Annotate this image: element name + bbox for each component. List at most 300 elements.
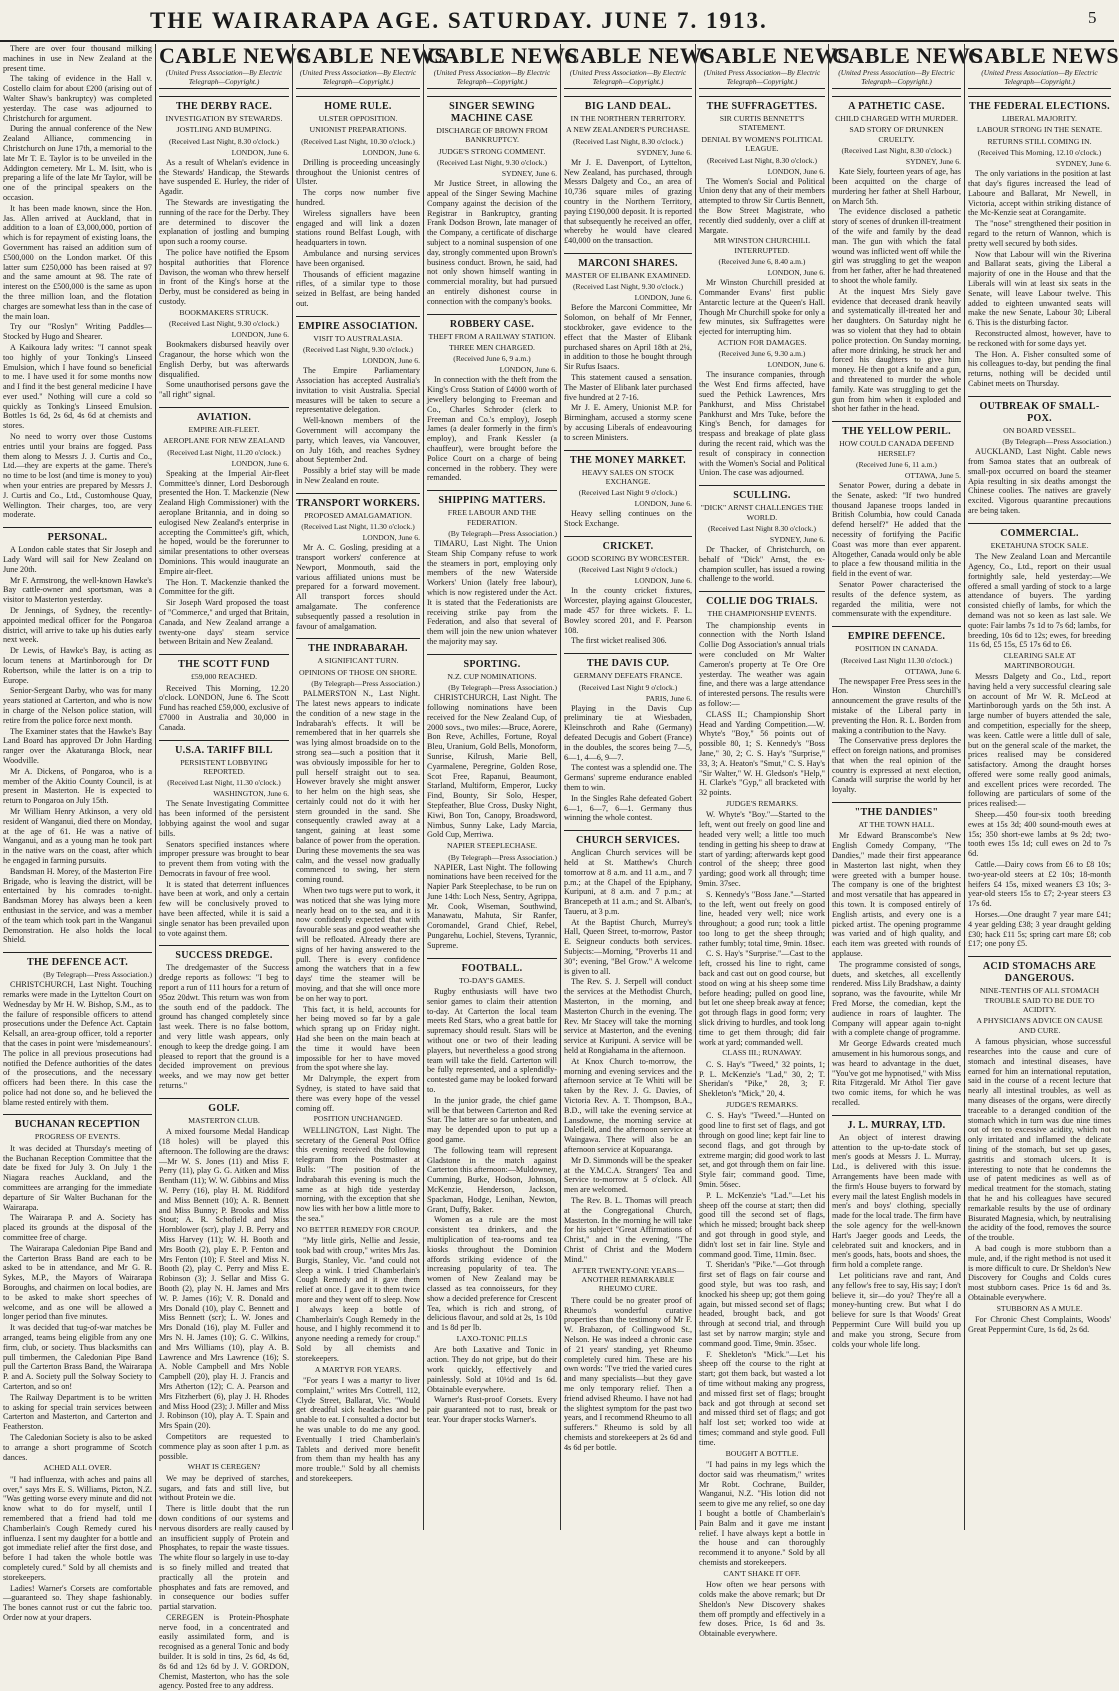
cable-news-credit: (United Press Association—By Electric Telegraph—Copyright.) xyxy=(968,69,1111,89)
article-subheading: EKETAHUNA STOCK SALE. xyxy=(990,540,1089,550)
dateline: LONDON, June 6. xyxy=(767,268,825,278)
article-subheading: LIBERAL MAJORITY. xyxy=(1002,114,1077,123)
article-subheading: THE CHAMPIONSHIP EVENTS. xyxy=(707,609,817,619)
newspaper-title: THE WAIRARAPA AGE. SATURDAY. JUNE 7. 1913. xyxy=(150,8,768,33)
dateline: LONDON, June 6. xyxy=(231,330,289,340)
article-subheading: LAXO-TONIC PILLS xyxy=(456,1333,528,1343)
article-paragraph: Now that Labour will win the Riverina and Ballarat seats, giving the Liberal a majority of one in the House and that the Liberals will win at least six seats in the Senate, will leave Labour twelve. This added to eighteen unwanted seats will make the new Senate, Labour 30; Liberal 6. This is the disturbing factor. xyxy=(968,249,1111,328)
received-line: (Received Last Night, 11.30 o'clock.) xyxy=(167,778,281,788)
dateline: LONDON, June 6. xyxy=(634,293,692,303)
article-paragraph: The Rev. B. L. Thomas will preach at the Congregational Church, Masterton. In the morning he will take for his subject "Great Affirmations of Christ," and in the evening, "The Christ of Christ and the Modern Mind." xyxy=(564,1196,692,1264)
article-paragraph: Try our "Roslyn" Writing Paddles—Stocked by Hugo and Shearer. xyxy=(3,322,152,342)
dateline: (By Telegraph—Press Association.) xyxy=(43,970,152,980)
article-paragraph: An object of interest drawing attention to the up-to-date stock of men's goods at Messrs J. L. Murray, Ltd., is delivered with this issue. Arrangements have been made with the firm's House buyers to forward by every mail the latest English models in men's and boys' clothing, specially made for the local trade. The firm have the sole agency for the well-known Hart's Jaeger goods and Leeds, the celebrated suit and knockers, and in men's goods, hats, boots and shoes, the firm hold a complete range. xyxy=(832,1132,961,1270)
received-line: (Received June 6, 11 a.m.) xyxy=(856,459,937,469)
cable-news-credit: (United Press Association—By Electric Telegraph—Copyright.) xyxy=(564,69,692,89)
article-paragraph: Messrs Dalgety and Co., Ltd., report having held a very successful clearing sale on account of Mr W. R. McLeod at Martinborough yards on the 5th inst. A large number of buyers attended the sale, and competition, especially for the sheep, was keen. Cattle were a little dull of sale, but on the general scale of the market, the prices realised may be considered satisfactory. Among the draught horses offered were some really good animals, and excellent prices were recorded. The following are particulars of some of the prices realised:— xyxy=(968,671,1111,809)
article-headline: THE INDRABARAH. xyxy=(296,638,420,655)
article-subheading: UNIONIST PREPARATIONS. xyxy=(309,125,407,135)
article-paragraph: A famous physician, whose successful researches into the cause and cure of stomach and intestinal diseases, have earned for him an international reputation, said in the course of a recent lecture that nearly all intestinal troubles, as well as many diseases of the organs, were directly traceable to a deranged condition of the stomach which in turn was due nine times out of ten to excessive acidity, which not only irritated and inflamed the delicate lining of the stomach, but set up gases, gastritis and stomach ulcers. It is interesting to note that he condemns the use of patent medicines as well as of medical treatment for the stomach, stating that he and his colleagues have secured remarkable results by the use of ordinary Bisurated Magnesia, which, by neutralising the acidity of the food, removes the source of the trouble. xyxy=(968,1037,1111,1243)
article-paragraph: It is stated that deterrent influences have been at work, and only a certain few will be conclusively proved to have been affected, while it is said a single senator has been prevailed upon to vote against them. xyxy=(159,879,289,938)
article-headline: EMPIRE ASSOCIATION. xyxy=(296,316,420,333)
dateline: SYDNEY, June 6. xyxy=(501,169,557,179)
article-paragraph: Anglican Church services will be held at St. Matthew's Church tomorrow at 8 a.m. and 11 a.m., and 7 p.m.; at the Chapel of the Epiphany, Kuripuni, at 8 a.m. and 7 p.m.; at Brancepeth at 11 a.m.; and St. Alban's, Taueru, at 3 p.m. xyxy=(564,848,692,916)
dateline: LONDON, June 6. xyxy=(767,360,825,370)
article-paragraph: The insurance companies, through the West End firms affected, have sued the Pethick Lawrences, Mrs Pankhurst, and Miss Christabel Pankhurst and Mrs Tuke, before the King's Bench, for damages for trespass and breakage of plate glass during the recent raid, which was the result of conspiracy in connection with the Women's Social and Political Union. The case was adjourned. xyxy=(699,370,825,478)
article-headline: THE YELLOW PERIL. xyxy=(832,421,961,438)
cable-news-heading: CABLE NEWS xyxy=(427,43,579,68)
article-subheading: STUBBORN AS A MULE. xyxy=(996,1303,1083,1313)
cable-news-heading: CABLE NEWS xyxy=(296,43,448,68)
article-paragraph: F. Shekleton's "Mick."—Let his sheep off the course to the right at start; got them back, but wasted a lot of time without making any progress, and missed first set of flags; brought back and got through at second set and missed third set of flags; and got half lost set; worked too wide at times; command and style good. Full time. xyxy=(699,1349,825,1447)
article-paragraph: "I had influenza, with aches and pains all over," says Mrs E. S. Williams, Picton, N.Z. "Was getting worse every minute and did not know what to do for myself, until I remembered that a friend had told me Chamberlain's Cough Remedy cured his influenza. I sent my daughter for a bottle and got immediate relief after the first dose, and before I had taken the whole bottle was completely cured." Sold by all chemists and storekeepers. xyxy=(3,1474,152,1582)
article-paragraph: Mr Winston Churchill presided at Commander Evans' first public Antarctic lecture at the Queen's Hall. Though Mr Churchill spoke for only a few minutes, six Suffragettes were ejected for interrupting him. xyxy=(699,278,825,337)
article-paragraph: Received This Morning, 12.20 o'clock. LONDON, June 6. The Scott Fund has reached £59,000, exclusive of £7000 in Australia and 30,000 in Canada. xyxy=(159,683,289,732)
article-headline: MARCONI SHARES. xyxy=(564,253,692,270)
cable-news-credit: (United Press Association—By Electric Telegraph—Copyright.) xyxy=(427,69,557,89)
column-4 xyxy=(423,43,579,1530)
article-subheading: WHAT IS CEREGEN? xyxy=(187,1462,261,1472)
dateline: PARIS, June 6. xyxy=(645,693,692,703)
dateline: SYDNEY, June 6. xyxy=(905,157,961,167)
article-paragraph: The New Zealand Loan and Mercantile Agency, Co., Ltd., report on their usual fortnightly sale, held yesterday:—We offered a small yarding of stock to a large attendance of buyers. The yarding consisted chiefly of lambs, for which the demand was not so keen as last sale. We quote: Fair lambs 7s 1d to 7s 6d; lambs, for breeding, 10s 6d to 12s; ewes, for breeding 11s 6d, £5 15s, £5 17s 6d to £6. xyxy=(968,552,1111,650)
article-paragraph: Thousands of efficient magazine rifles, of a similar type to those seized in Belfast, are being handed out. xyxy=(296,269,420,308)
article-paragraph: A Kaikoura lady writes: "I cannot speak too highly of your Tonking's Linseed Emulsion, which I have found so beneficial to me. I have used it for some months now and I find it the best general medicine I have ever used." Nothing will cure a cold so quickly as Tonking's Linseed Emulsion. Bottles 1s 6d, 2s 6d, 4s 6d at chemists and stores. xyxy=(3,342,152,431)
article-subheading: AFTER TWENTY-ONE YEARS—ANOTHER REMARKABLE RHEUMO CURE. xyxy=(571,1265,685,1294)
cable-news-heading: CABLE NEWS xyxy=(159,43,311,68)
article-paragraph: The first wicket realised 306. xyxy=(571,636,667,646)
article-paragraph: CHRISTCHURCH, Last Night. The following nominations have been received for the New Zealand Cup, of 2000 sovs., two miles:—Bruce, Aorere, Bon Reve, Achilles, Fortune, Royal Bleu, Uranium, Gold Bells, Monoform, Sunrise, Kilrush, Marie Bell, Cyarmalene, Peregrine, Golden Rose, Scot Free, Rapanui, Beaumont, Starland, Multiform, Emperor, Lucky Find, Bounty, Sir Solo, Hesper, Stepfeather, Blue Cross, Dusky Night, Kiwi, Bon Ton, Canopy, Broadsword, Nimbus, Sunny Lake, Lady Marcia, Gold Cup, Merriwa. xyxy=(427,693,557,840)
article-subheading: JOSTLING AND BUMPING. xyxy=(176,125,272,135)
column-1 xyxy=(0,44,155,1622)
article-paragraph: The Wairarapa P. and A. Society has placed its grounds at the disposal of the committee free of charge. xyxy=(3,1213,152,1243)
received-line: (Received Last Night 8.30 o'clock.) xyxy=(707,523,817,533)
article-headline: THE DAVIS CUP. xyxy=(564,653,692,670)
column-8 xyxy=(964,43,1119,1530)
cable-news-heading: CABLE NEWS xyxy=(564,43,716,68)
article-paragraph: Women as a rule are the most consistent tea drinkers, and the multiplication of tea-rooms and tea kiosks throughout the Dominion affords striking evidence of the increasing popularity of tea. The women of New Zealand may be classed as tea connoisseurs, for they show a decided preference for Crescent Tea, which is rich and strong, of delicious flavour, and sold at 2s, 1s 10d and 1s 8d per lb. xyxy=(427,1215,557,1333)
article-subheading: NO BETTER REMEDY FOR CROUP. xyxy=(296,1224,420,1234)
received-line: (Received Last Night, 8.30 o'clock.) xyxy=(841,146,952,156)
article-paragraph: The contest was a splendid one. The Germans' supreme endurance enabled them to win. xyxy=(564,763,692,792)
article-paragraph: Mr J. E. Amery, Unionist M.P. for Birmingham, accused a stormy scene by accusing Liberals of endeavouring to screen Ministers. xyxy=(564,403,692,442)
article-subheading: PROGRESS OF EVENTS. xyxy=(34,1132,121,1142)
article-paragraph: The Senate Investigating Committee has been informed of the persistent lobbying against the wool and sugar bills. xyxy=(159,799,289,838)
article-paragraph: Mr A. Dickens, of Pongaroa, who is a member of the Akitio County Council, is at present in Masterton. He is expected to return to Pongaroa on July 15th. xyxy=(3,766,152,806)
article-paragraph: Senior-Sergeant Darby, who was for many years stationed at Carterton, and who is now in charge of the Nelson police station, will retire from the police force next month. xyxy=(3,686,152,725)
received-line: (Received Last Night, 11.30 o'clock.) xyxy=(301,522,415,532)
article-paragraph: S. Kennedy's "Boss Jane."—Started to the left, went out freely on good line, headed very well; nice work throughout; a good run; took a little too long to get the sheep through; rather fumbly; total time, 9min. 18sec. xyxy=(699,889,825,948)
article-subheading: EMPIRE AIR-FLEET. xyxy=(188,424,260,434)
article-subheading: LABOUR STRONG IN THE SENATE. xyxy=(976,125,1103,135)
column-3 xyxy=(292,43,448,1530)
article-paragraph: Well-known members of the Government will accompany the party, which leaves, via Vancouver, on July 16th, and reaches Sydney about September 2nd. xyxy=(296,416,420,465)
article-paragraph: Dr Thacker, of Christchurch, on behalf of "Dick" Arnst, the ex-champion sculler, has issued a rowing challenge to the world. xyxy=(699,544,825,584)
cable-news-credit: (United Press Association—By Electric Telegraph—Copyright.) xyxy=(832,69,961,89)
article-paragraph: Sheep.—450 four-six tooth breeding ewes at 15s 3d; 400 sound-mouth ewes at 15s; 350 short-ewe lambs at 9s 2d; two-tooth ewes 15s 1d; cull ewes on 2d to 7s 6d. xyxy=(968,810,1111,859)
column-5 xyxy=(560,43,716,1530)
article-paragraph: Heavy selling continues on the Stock Exchange. xyxy=(564,509,692,529)
article-paragraph: There is little doubt that the run down conditions of our systems and nervous disorders are really caused by an insufficient supply of Protein and Phosphates, to repair the waste tissues. The white flour so largely in use to-day is so finely milled and treated that practically all the protein and phosphates and fats are removed, and in consequence our bodies suffer partial starvation. xyxy=(159,1504,289,1612)
article-subheading: RETURNS STILL COMING IN. xyxy=(987,136,1092,146)
article-paragraph: The Conservative press deplores the effect on foreign nations, and promises that when the real opinion of the country is expressed at next election, Canada will surprise the world by her loyalty. xyxy=(832,736,961,795)
article-subheading: MASTERTON CLUB. xyxy=(188,1115,260,1125)
article-headline: FOOTBALL. xyxy=(427,958,557,975)
article-subheading: £59,000 REACHED. xyxy=(190,672,258,682)
article-headline: THE SUFFRAGETTES. xyxy=(699,96,825,113)
dateline: (By Telegraph—Press Association.) xyxy=(311,679,420,689)
article-subheading: NINE-TENTHS OF ALL STOMACH TROUBLE SAID TO BE DUE TO ACIDITY. xyxy=(979,986,1100,1015)
dateline: LONDON, June 6. xyxy=(231,147,289,157)
article-paragraph: NAPIER, Last Night. The following nominations have been received for the Napier Park Steeplechase, to be run on June 14th: Loch Ness, Sentry, Agrippa, Mr. Cook, Wiseman, Southwind, Manawatu, Mahuta, Sir Ranfer, Coromandel, Grand Chief, Rebel, Pungarehu, Lochiel, Stevens, Tyrannic, Supreme. xyxy=(427,862,557,950)
received-line: (Received Last Night, 9.30 o'clock.) xyxy=(169,319,279,329)
article-paragraph: Warner's Rust-proof Corsets. Every pair guaranteed not to rust, break or tear. Your draper stocks Warner's. xyxy=(427,1395,557,1424)
received-line: (Received June 6, 9.30 a.m.) xyxy=(718,349,806,359)
dateline: LONDON, June 6. xyxy=(362,147,420,157)
article-subheading: A NEW ZEALANDER'S PURCHASE. xyxy=(566,125,690,135)
received-line: (Received Last Night 9 o'clock.) xyxy=(578,488,678,498)
article-paragraph: CLASS II.; Championship Short Head and Yarding Competition.—W. Whyte's "Boy," 56 points out of possible 80, 1; S. Kennedy's "Boss Jane," 30, 2; C. S. Hay's "Surprise," 33, 3; A. Heaton's "Smut," C. S. Hay's "Sir Walter," W. H. Gledson's "Help," H. Clarke's "Gyp," all bracketed with 32 points. xyxy=(699,709,825,798)
article-headline: CRICKET. xyxy=(564,536,692,553)
dateline: (By Telegraph—Press Association.) xyxy=(1002,437,1111,447)
dateline: LONDON, June 6. xyxy=(499,365,557,375)
article-subheading: FREE LABOUR AND THE FEDERATION. xyxy=(447,508,537,527)
article-subheading: AEROPLANE FOR NEW ZEALAND xyxy=(163,436,285,446)
article-subheading: INVESTIGATION BY STEWARDS. xyxy=(165,114,283,123)
article-paragraph: Senators specified instances where improper pressure was brought to bear to prevent them from voting with the Democrats in favour of free wool. xyxy=(159,839,289,878)
article-paragraph: For Chronic Chest Complaints, Woods' Great Peppermint Cure, 1s 6d, 2s 6d. xyxy=(968,1315,1111,1334)
received-line: (Received Last Night, 8.30 o'clock.) xyxy=(573,136,683,146)
article-subheading: CHILD CHARGED WITH MURDER. xyxy=(835,114,958,123)
article-headline: CHURCH SERVICES. xyxy=(564,830,692,847)
received-line: (Received This Morning, 12.10 o'clock.) xyxy=(977,148,1102,158)
article-paragraph: The "nose" strengthened their position in regard to the return of Wannon, which is pretty well secured by both sides. xyxy=(968,219,1111,248)
article-headline: THE DERBY RACE. xyxy=(159,96,289,113)
article-paragraph: "For years I was a martyr to liver complaint," writes Mrs Cottrell, 112, Clyde Street, Ballarat, Vic. "Would get dreadful sick headaches and be unable to eat. I consulted a doctor but he was unable to do me any good. Eventually I tried Chamberlain's Tablets and derived more benefit from them than my health has any more trouble." Sold by all chemists and storekeepers. xyxy=(296,1375,420,1483)
article-paragraph: Mr D. Simmonds will be the speaker at the Y.M.C.A. Strangers' Tea and Service to-morrow at 5 o'clock. All men are welcomed. xyxy=(564,1155,692,1195)
article-subheading: HEAVY SALES ON STOCK EXCHANGE. xyxy=(581,467,675,486)
article-headline: SINGER SEWING MACHINE CASE xyxy=(427,96,557,125)
article-paragraph: As a result of Whelan's evidence in the Stewards' Handicap, the Stewards have suspended E. Hurley, the rider of Agadir. xyxy=(159,157,289,197)
article-subheading: N.Z. CUP NOMINATIONS. xyxy=(447,671,537,681)
dateline: SYDNEY, June 6. xyxy=(1055,159,1111,169)
article-subheading: BOUGHT A BOTTLE. xyxy=(725,1448,799,1458)
article-subheading: "DICK" ARNST CHALLENGES THE WORLD. xyxy=(700,503,824,522)
cable-news-credit: (United Press Association—By Electric Telegraph—Copyright.) xyxy=(159,69,289,89)
received-line: (Received June 6, 9 a.m.) xyxy=(453,354,531,364)
article-headline: BIG LAND DEAL. xyxy=(564,96,692,113)
article-paragraph: Senator Power, during a debate in the Senate, asked: "If two hundred thousand Japanese troops landed in British Columbia, how could Canada defend herself?" He added that the necessity of fortifying the Pacific Coast was more than ever apparent. Altogether, Canada would only be able to place a few thousand militia in the field in the event of war. xyxy=(832,480,961,579)
article-subheading: ACHED ALL OVER. xyxy=(43,1463,112,1473)
article-paragraph: The Hon. A. Fisher consulted some of his colleagues to-day, but pending the final returns, nothing will be decided until Cabinet meets on Thursday. xyxy=(968,349,1111,388)
article-subheading: GOOD SCORING BY WORCESTER. xyxy=(566,553,690,563)
cable-news-credit: (United Press Association—By Electric Telegraph—Copyright.) xyxy=(296,69,420,89)
article-paragraph: CEREGEN is Protein-Phosphate nerve food, in a concentrated and easily assimilated form, and is recognised as a general Tonic and body builder. It is sold in tins, 2s 6d, 4s 6d, 8s 6d and 12s 6d by J. V. GORDON, Chemist, Masterton, who has the sole agency. Posted free to any address. xyxy=(159,1612,289,1691)
article-paragraph: Speaking at the Imperial Air-fleet Committee's dinner, Lord Desborough presented the Hon. T. Mackenzie (New Zealand High Commissioner) with the aeroplane Britannia, and in doing so eulogised New Zealand's enterprise in accepting the Committee's gift, which, he hoped, would be the forerunner to similar presentations to other overseas Dominions. This would inaugurate an Empire air-fleet. xyxy=(159,468,289,576)
masthead xyxy=(0,0,1114,42)
article-paragraph: Mr George Edwards created much amusement in his humorous songs, and was heard to advantage in the duet, "You've got me hypnotised," with Miss Rita Fitzgerald. Mr Athol Tier gave two comic items, for which he was recalled. xyxy=(832,1039,961,1107)
article-paragraph: Mr A. C. Gosling, presiding at a transport workers' conference at Newport, Monmouth, said the various affiliated unions must be prepared for a forward movement. All transport forces should amalgamate. The conference subsequently passed a resolution in favour of amalgamation. xyxy=(296,543,420,631)
article-paragraph: Reconstructed almost, however, have to be reckoned with for some days yet. xyxy=(968,328,1111,348)
article-subheading: MASTER OF ELIBANK EXAMINED. xyxy=(565,270,691,280)
article-paragraph: Rugby enthusiasts will have two senior games to claim their attention to-day. At Carterton the local team meets Red Stars, who a great battle for supremacy should result. Stars will be without one or two of their leading players, but nevertheless a good strong team will take the field. Carterton will be fully represented, and a splendidly-contested game may be looked forward to. xyxy=(427,987,557,1095)
article-paragraph: A mixed foursome Medal Handicap (18 holes) will be played this afternoon. The following are the draws: —Mr W. S. Jones (11) and Miss F. Perry (11), play G. G. Aitken and Miss Bentham (11); W. W. Gibbins and Miss W. Perry (16), play H. M. Riddiford and Miss Bennett (10); A. R. Bennett and Miss Bunny; P. Brooks and Miss Stout; A. R. Schofield and Miss Hornblower (scr), play J. B. Perry and Miss Harvey (11); W. H. Booth and Mrs Booth (2), play E. P. Fenton and Mrs Fenton (10); F. Steel and Miss N. Booth (2), play C. Perry and Miss E. Robinson (3); J. Sellar and Miss G. Booth (2), play N. H. James and Mrs W. P. James (16); V. R. Donald and Mrs Donald (10), play C. Bennett and Miss Bennett (scr); L. W. Jones and Mrs Donald (16), play M. Fuller and Mrs N. H. James (10); G. C. Wilkins, and Mrs Williams (10), play A. B. Lawrence and Mrs Lawrence (16); S. A. Noble Campbell and Mrs Noble Campbell (20), play H. J. Francis and Mrs Atherton (12); C. A. Pearson and Mrs Fitzherbert (6), play J. H. Rhodes and Miss Hood (23); J. Miller and Miss J. Robinson (10), play A. T. Spain and Mrs Spain (20). xyxy=(159,1127,289,1431)
article-paragraph: PALMERSTON N., Last Night. The latest news appears to indicate the condition of a new stage in the Indrabarah's effects. It will be remembered that in her quarrels she was lying almost broadside on to the strong sea—such a position that it was obviously impossible for her to pull herself straight out to sea. However bravely she might answer to her helm on the high seas, she certainly could not do it with her stern grounded in the sand. She consequently crawled away at a tangent, gaining at least some balance of power from the operation. During these movements the sea was calm, and the vessel now gradually commenced to swing, her stern coming round. xyxy=(296,689,420,885)
article-paragraph: "I had pains in my legs which the doctor said was rheumatism," writes Mr Robt. Cochrane, Builder, Wanganui, N.Z. "His lotion did not seem to give me any relief, so one day I bought a bottle of Chamberlain's Pain Balm and it gave me instant relief. I have always kept a bottle in the house and can thoroughly recommend it to anyone." Sold by all chemists and storekeepers. xyxy=(699,1459,825,1567)
article-subheading: HOW COULD CANADA DEFEND HERSELF? xyxy=(839,439,954,458)
article-subheading: ACTION FOR DAMAGES. xyxy=(717,338,807,347)
received-line: (Received Last Night 9 o'clock.) xyxy=(578,565,678,575)
article-subheading: PERSISTENT LOBBYING REPORTED. xyxy=(180,757,268,776)
dateline: LONDON, June 6. xyxy=(362,533,420,543)
article-paragraph: The Women's Social and Political Union deny that any of their members attempted to throw Sir Curtis Bennett, the Bow Street Magistrate, who recently died suddenly, over a cliff at Margate. xyxy=(699,176,825,235)
article-paragraph: This fact, it is held, accounts for her being moved so far by a gale which sprang up on Friday night. Had she been on the main beach at the time it would have been impossible for her to have moved from the spot where she lay. xyxy=(296,1004,420,1073)
article-headline: SCULLING. xyxy=(699,485,825,502)
article-subheading: GERMANY DEFEATS FRANCE. xyxy=(573,671,683,681)
article-paragraph: The corps now number five hundred. xyxy=(296,188,420,207)
article-paragraph: During the annual conference of the New Zealand Alliance, commencing in Christchurch on June 17th, a memorial to the late Mr T. E. Taylor is to be unveiled in the Addington cemetery. Mr L. M. Isitt, who is preparing a life of the late Mr Taylor, will be one of the principal speakers on the occasion. xyxy=(3,124,152,202)
dateline: LONDON, June 6. xyxy=(767,166,825,176)
dateline: OTTAWA, June 5. xyxy=(904,470,961,480)
article-subheading: ULSTER OPPOSITION. xyxy=(318,114,398,123)
article-paragraph: Mr J. E. Davenport, of Lyttelton, New Zealand, has purchased, through Messrs Dalgety and Co., an area of 10,736 square miles of grazing country in the Northern Territory, paying £190,000 deposit. It is reported that subsequently he received an offer, whereby he would have cleared £40,000 on the transaction. xyxy=(564,157,692,246)
article-subheading: SIR CURTIS BENNETT'S STATEMENT. xyxy=(719,114,805,133)
article-subheading: CLASS III.; RUNAWAY. xyxy=(722,1048,802,1058)
dateline: OTTAWA, June 6. xyxy=(904,666,961,676)
article-paragraph: There are over four thousand milking machines in use in New Zealand at the present time. xyxy=(3,44,152,73)
article-paragraph: It was decided that tug-of-war matches be arranged, teams being eligible from any one firm, club, or society. Thus blacksmiths can pull timbermen, the Caledonian Pipe Band pull the Carterton Brass Band, the Wairarapa P. and A. Society pull the Solway Society to Carterton, and so on! xyxy=(3,1323,152,1392)
article-paragraph: We may be deprived of starches, sugars, and fats and still live, but without Protein we die. xyxy=(159,1473,289,1503)
received-line: (Received Last Night, 9.30 o'clock.) xyxy=(437,158,547,168)
article-paragraph: The Wairarapa Caledonian Pipe Band and the Carterton Brass Band are each to be asked to be in attendance, and Mr G. R. Sykes, M.P., the Mayors of Wairarapa Boroughs, and chairmen on local bodies, are to be asked to make short speeches of welcome, and as one will be allowed a longer period than five minutes. xyxy=(3,1243,152,1322)
article-paragraph: How often we hear persons with colds make the above remark; but Dr Sheldon's New Discovery shakes them off promptly and effectively in a few doses. Price, 1s 6d and 3s. Obtainable everywhere. xyxy=(699,1580,825,1639)
dateline: (By Telegraph—Press Association.) xyxy=(448,528,557,538)
article-subheading: A SIGNIFICANT TURN. xyxy=(317,656,399,666)
article-paragraph: Bookmakers disbursed heavily over Craganour, the horse which won the English Derby, but was afterwards disqualified. xyxy=(159,340,289,379)
article-subheading: PROPOSED AMALGAMATION. xyxy=(304,510,412,520)
received-line: (Received Last Night, 9.30 o'clock.) xyxy=(573,282,683,292)
article-headline: HOME RULE. xyxy=(296,96,420,113)
article-paragraph: The Caledonian Society is also to be asked to arrange a short programme of Scotch dances. xyxy=(3,1433,152,1462)
article-paragraph: Senator Power characterised the results of the defence system, as regarded the militia, were not commensurate with the expenditure. xyxy=(832,579,961,619)
article-headline: U.S.A. TARIFF BILL xyxy=(159,740,289,757)
article-subheading: POSITION IN CANADA. xyxy=(855,644,938,654)
article-subheading: SAD STORY OF DRUNKEN CRUELTY. xyxy=(849,125,944,144)
article-subheading: THREE MEN CHARGED. xyxy=(449,342,535,352)
article-paragraph: WELLINGTON, Last Night. The secretary of the General Post Office this evening received the following telegram from the Postmaster at Bulls: "The position of the Indrabarah this evening is much the same as at high tide yesterday morning, with the exception that she now lies with her bow a little more to the sea." xyxy=(296,1125,420,1223)
article-headline: COMMERCIAL. xyxy=(968,523,1111,540)
dateline: LONDON, June 6. xyxy=(362,356,420,366)
article-paragraph: C. S. Hay's "Tweed," 32 points, 1; P. L. McKenzie's "Lad," 30, 2; T. Sheridan's "Pike," 28, 3; F. Shekleton's "Mick," 20, 4. xyxy=(699,1059,825,1099)
article-paragraph: W. Whyte's "Boy."—Started to the left, went out freely on good line and headed very well; a little too much tending in getting his sheep to draw at start of yarding; afterwards kept good control of the sheep; three good yarding; good work all through; time 9min. 37sec. xyxy=(699,810,825,888)
article-paragraph: The Rev. S. J. Serpell will conduct the services at the Methodist Church, Masterton, in the morning, and Masterton Church in the evening. The Rev. Mr Stacey will take the morning service at Masterton, and the evening service at Kuripuni. A service will be held at Rongiahama in the afternoon. xyxy=(564,977,692,1056)
received-line: (Received Last Night, 8.30 o'clock.) xyxy=(169,136,279,146)
article-headline: EMPIRE DEFENCE. xyxy=(832,626,961,643)
article-headline: A PATHETIC CASE. xyxy=(832,96,961,113)
dateline: LONDON, June 6. xyxy=(634,576,692,586)
article-paragraph: At the inquest Mrs Siely gave evidence that deceased drank heavily and systematically ill-treated her and her daughters. On Saturday night he was so violent that they had to obtain police protection. On Sunday morning, after more drinking, he struck her and forced his daughters to give him money. He then got a knife and a gun, and threatened to murder the whole family. Kate was struggling to get the gun from him when it exploded and shot her father in the head. xyxy=(832,286,961,414)
dateline: SYDNEY, June 6. xyxy=(636,147,692,157)
dateline: (By Telegraph—Press Association.) xyxy=(448,852,557,862)
article-paragraph: Are both Laxative and Tonic in action. They do not gripe, but do their work quickly, effectively and painlessly. Sold at 10½d and 1s 6d. Obtainable everywhere. xyxy=(427,1345,557,1394)
article-paragraph: In the junior grade, the chief game will be that between Carterton and Red Star. The latter are so far unbeaten, and may be depended upon to put up a good game. xyxy=(427,1095,557,1145)
dateline: WASHINGTON, June 6. xyxy=(213,789,289,799)
cable-news-heading: CABLE NEWS xyxy=(699,43,851,68)
article-paragraph: C. S. Hay's "Surprise."—Cast to the left, crossed his line to right, came back and cast out on good course, but stood on wing at his sheep some time before heading; pulled on good line, but let one sheep break away at fence; got through flags in good form; very slick driving to hurdles, and took long time to get them through; did fair work at yard; commanded well. xyxy=(699,949,825,1047)
article-headline: ACID STOMACHS ARE DANGEROUS. xyxy=(968,956,1111,985)
article-paragraph: Dr Jennings, of Sydney, the recently-appointed medical officer for the Pongaroa district, will arrive to take up his duties early next week. xyxy=(3,606,152,645)
article-headline: AVIATION. xyxy=(159,407,289,424)
article-paragraph: At Knox Church to-morrow, the morning and evening services and the afternoon service at Te Whiti will be taken by the Rev. J. G. Davies, of Victoria Rev. A. T. Thompson, B.A., B.D., will take the evening service at Lansdowne, the morning service at Dalefield, and the afternoon service at Waingawa. There will also be an afternoon service at Kopuaranga. xyxy=(564,1056,692,1155)
article-subheading: POSITION UNCHANGED. xyxy=(313,1114,403,1124)
article-subheading: A MARTYR FOR YEARS. xyxy=(314,1364,402,1374)
article-subheading: AT THE TOWN HALL. xyxy=(858,820,935,830)
article-subheading: A PHYSICIAN'S ADVICE ON CAUSE AND CURE. xyxy=(976,1016,1103,1035)
dateline: LONDON, June 6. xyxy=(634,499,692,509)
article-headline: TRANSPORT WORKERS. xyxy=(296,493,420,510)
article-paragraph: When two tugs were put to work, it was noticed that she was lying more nearly head on to the sea, and it is now confidently expected that with favourable seas and good weather she will be refloated. Already there are signs of her having answered to the pull. There is every confidence among the watchers that in a few days' time the steamer will be moving, and that she will once more be on her way to port. xyxy=(296,886,420,1003)
page-number: 5 xyxy=(1088,8,1097,27)
article-paragraph: The evidence disclosed a pathetic story of scenes of drunken ill-treatment of the wife and family by the dead man. The gun with which the fatal wound was inflicted went off while the girl was struggling to get the weapon from her father, after he had threatened to shoot the whole family. xyxy=(832,207,961,285)
article-paragraph: Dr Lewis, of Hawke's Bay, is acting as locum tenens at Martinborough for Dr Robertson, while the latter is on a trip to Europe. xyxy=(3,646,152,685)
article-paragraph: A London cable states that Sir Joseph and Lady Ward will sail for New Zealand on June 20th. xyxy=(3,545,152,574)
article-headline: BUCHANAN RECEPTION xyxy=(3,1114,152,1131)
article-paragraph: Competitors are requested to commence play as soon after 1 p.m. as possible. xyxy=(159,1431,289,1461)
column-6 xyxy=(695,43,851,1639)
article-paragraph: Some unauthorised persons gave the "all right" signal. xyxy=(159,380,289,400)
article-paragraph: Before the Marconi Committee, Mr Solomon, on behalf of Mr Fenner, stockbroker, gave evidence to the effect that the Master of Elibank purchased shares on April 18th at 2¼, in addition to those he bought through Sir Rufus Isaacs. xyxy=(564,303,692,372)
article-paragraph: The Hon. T. Mackenzie thanked the Committee for the gift. xyxy=(159,577,289,597)
article-headline: COLLIE DOG TRIALS. xyxy=(699,591,825,608)
article-headline: THE MONEY MARKET. xyxy=(564,450,692,467)
article-subheading: CAN'T SHAKE IT OFF. xyxy=(723,1568,801,1578)
cable-news-credit: (United Press Association—By Electric Telegraph—Copyright.) xyxy=(699,69,825,89)
article-paragraph: C. S. Hay's "Tweed."—Hunted on good line to first set of flags, and got through on good line; kept fair line to second flags, and got through by extreme margin; did good work to last set, and got through them on fair line. Style fair; command good. Time, 9min. 56sec. xyxy=(699,1111,825,1190)
article-headline: OUTBREAK OF SMALL-POX. xyxy=(968,396,1111,425)
article-subheading: NAPIER STEEPLECHASE. xyxy=(446,841,538,851)
article-paragraph: P. L. McKenzie's "Lad."—Let his sheep off the course at start; then did good till the second set of flags, which he missed; brought back sheep and got through in good style, and didn't lost set in fair line. Style and command good. Time, 11min. 8sec. xyxy=(699,1190,825,1259)
article-headline: SUCCESS DREDGE. xyxy=(159,945,289,962)
article-paragraph: In connection with the theft from the King's Cross Station of £4000 worth of jewellery belonging to Freeman and Co., Charles Schroder (clerk to Freeman and Co.'s employ), Joseph James (a dealer formerly in the firm's employ), and Frank Kessler (a chauffeur), were brought before the Police Court on a charge of being concerned in the robbery. They were remanded. xyxy=(427,375,557,483)
article-paragraph: There could be no greater proof of Rheumo's wonderful curative properties than the testimony of Mr F. W. Brabazon, of Collingwood St., Nelson. He was indeed a chronic case of 21 years' standing, yet Rheumo completely cured him. These are his own words: "I've tried the varied cures and many specialists—but they gave me only temporary relief. Then a friend advised Rheumo. I have not had the slightest symptom for the past two years, and I recommend Rheumo to all sufferers." Rheumo is sold by all chemists and storekeepers at 2s 6d and 4s 6d per bottle. xyxy=(564,1295,692,1452)
article-paragraph: "My little girls, Nellie and Jessie, took bad with croup," writes Mrs Jas. Burgis, Stanley, Vic. "and could not sleep a wink. I tried Chamberlain's Cough Remedy and it gave them relief at once. I gave it to them twice more and they went off to sleep. Now I always keep a bottle of Chamberlain's Cough Remedy in the house, and I highly recommend it to anyone needing a remedy for croup." Sold by all chemists and storekeepers. xyxy=(296,1236,420,1363)
article-paragraph: The Examiner states that the Hawke's Bay Land Board has approved Dr John Harding ranger over the Akaturanga Block, near Woodville. xyxy=(3,726,152,765)
article-paragraph: The dredgemaster of the Success dredge reports as follows: "I beg to report a run of 111 hours for a return of 95oz 20dwt. This return was won from the south end of the paddock. The ground has changed completely since last week. There is no false bottom, and very little wash appears, only enough to keep the dredge going. I am pleased to report that the ground is a decided improvement on previous weeks, and we may now get better returns." xyxy=(159,963,289,1091)
article-paragraph: Kate Siely, fourteen years of age, has been acquitted on the charge of murdering her father at Shell Harbour, on March 5th. xyxy=(832,167,961,206)
article-headline: PERSONAL. xyxy=(3,527,152,544)
article-paragraph: A bad cough is more stubborn than a mule, and, if the right method is not used it is more difficult to cure. Dr Sheldon's New Discovery for Coughs and Colds cures most stubborn cases. Price 1s 6d and 3s. Obtainable everywhere. xyxy=(968,1244,1111,1302)
article-paragraph: It has been made known, since the Hon. Jas. Allen arrived at Auckland, that in addition to a loan of £3,000,000, portion of which is for repayment of existing loans, the Government has raised an addition sum of £500,000 on the London market. Of this latter sum £250,000 has been raised at 97 and the same amount at 98. The rate of interest on the £500,000 is the same as upon the three million loan, and the flotation charges are somewhat less than in the case of the main loan. xyxy=(3,203,152,321)
received-line: (Received Last Night, 8.30 o'clock.) xyxy=(707,155,817,165)
article-paragraph: The taking of evidence in the Hall v. Costello claim for about £200 (arising out of Walter Shaw's bankruptcy) was completed yesterday. The case was adjourned to Christchurch for argument. xyxy=(3,74,152,123)
article-paragraph: The programme consisted of songs, duets, and sketches, all excellently rendered. Miss Lily Bradshaw, a dainty soprano, was the favourite, while Mr Fred Morse, the comedian, kept the audience in roars of laughter. The Company will appear again to-night with a complete change of programme. xyxy=(832,959,961,1038)
article-subheading: IN THE NORTHERN TERRITORY. xyxy=(570,114,686,123)
article-paragraph: In the Singles Rahe defeated Gobert 6—1, 6—7, 6—1. Germany thus winning the whole contest. xyxy=(564,793,692,823)
article-paragraph: Sir Joseph Ward proposed the toast of "Commerce," and urged that Britain, Canada, and New Zealand arrange a twenty-one days' steam service between Britain and New Zealand. xyxy=(159,598,289,647)
received-line: (Received June 6, 8.40 a.m.) xyxy=(718,257,806,267)
article-paragraph: Let politicians rave and rant, And any fellow's free to say, His say; I don't believe it, sir—do you? They're all a money-hunting crew. But what I do believe for sure Is that Woods' Great Peppermint Cure Will build you up and make you strong, Secure from colds your whole life long. xyxy=(832,1270,961,1349)
article-headline: SHIPPING MATTERS. xyxy=(427,490,557,507)
article-subheading: OPINIONS OF THOSE ON SHORE. xyxy=(299,667,417,677)
article-paragraph: Mr Edward Branscombe's New English Comedy Company, "The Dandies," made their first appearance in Masterton last night, when they were greeted with a bumper house. The company is one of the brightest and most versatile that has appeared in this town. It is composed entirely of English artists, and every one is a picked artist. The opening programme was varied and of high quality, and each item was greeted with rounds of applause. xyxy=(832,831,961,959)
article-paragraph: AUCKLAND, Last Night. Cable news from Samoa states that an outbreak of small-pox occurred on board the steamer Apia resulting in six deaths amongst the Chinese coolies. The natives are gravely excited. Vigorous quarantine precautions are being taken. xyxy=(968,447,1111,515)
article-subheading: DENIAL BY WOMEN'S POLITICAL LEAGUE. xyxy=(701,134,823,154)
article-paragraph: The following team will represent Gladstone in the match against Carterton this afternoon:—Muldowney, Cumming, Burke, Hodson, Johnson, McKenzie, Henderson, Jackson, Spackman, Hodge, Lenihan, Newton, Grant, Duffy, Baker. xyxy=(427,1145,557,1214)
article-paragraph: CHRISTCHURCH, Last Night. Touching remarks were made in the Lyttelton Court on Wednesday by Mr H. W. Bishop, S.M., as to the failure of responsible officers to attend prosecutions under the Defence Act. Captain Kelsall, an area-group officer, told a reporter that the cases in point were 'misdemeanours'. The police in all previous prosecutions had notified the Defence authorities of the dates of the prosecutions, and the necessary officers had been there. In this case the police had not done so, and he believed the blame rested entirely with them. xyxy=(3,980,152,1107)
article-paragraph: The Railway Department is to be written to asking for special train services between Carterton and Masterton, and Carterton and Featherston. xyxy=(3,1392,152,1432)
received-line: (Received Last Night, 9.30 o'clock.) xyxy=(303,345,413,355)
article-paragraph: The police have notified the Epsom hospital authorities that Florence Davison, the woman who threw herself in front of the King's horse at the Derby, must be considered as being in custody. xyxy=(159,247,289,306)
article-paragraph: Cattle.—Dairy cows from £6 to £8 10s; two-year-old steers at £2 10s; 18-month heifers £4 15s, mixed weaners £3 10s; 3-year-old steers 15s to £7; 2-year steers £3 17s 6d. xyxy=(968,860,1111,909)
article-headline: THE DEFENCE ACT. xyxy=(3,952,152,969)
article-paragraph: The Stewards are investigating the running of the race for the Derby. They are determined to discover the explanation of jostling and bumping upon such a roomy course. xyxy=(159,198,289,247)
article-subheading: DISCHARGE OF BROWN FROM BANKRUPTCY. xyxy=(436,126,548,145)
article-subheading: JUDGE'S REMARKS. xyxy=(725,1100,799,1110)
article-paragraph: The Empire Parliamentary Association has accepted Australia's invitation to visit Australia. Special measures will be taken to secure a representative delegation. xyxy=(296,366,420,415)
article-paragraph: At the Baptist Church, Murrey's Hall, Queen Street, to-morrow, Pastor E. Seigneur conducts both services. Subjects:—Morning, "Proverbs 11 and 30"; evening, "Bel Grow." A welcome is given to all. xyxy=(564,917,692,976)
article-paragraph: This statement caused a sensation. The Master of Elibank later purchased five hundred at 2 7-16. xyxy=(564,372,692,402)
article-headline: "THE DANDIES" xyxy=(832,802,961,819)
received-line: (Received Last Night 11.30 o'clock.) xyxy=(840,655,953,665)
received-line: (Received Last Night, 10.30 o'clock.) xyxy=(301,136,415,146)
received-line: (Received Last Night, 11.20 o'clock.) xyxy=(167,447,281,457)
article-subheading: VISIT TO AUSTRALASIA. xyxy=(313,333,403,343)
article-paragraph: Mr William Henry Atkinson, a very old resident of Wanganui, died there on Monday, at the age of 61. He was a native of Wanganui, and as a young man he took part in the native wars on the coast, after which he engaged in farming pursuits. xyxy=(3,806,152,865)
article-paragraph: Ambulance and nursing services have been organised. xyxy=(296,248,420,268)
article-headline: THE FEDERAL ELECTIONS. xyxy=(968,96,1111,113)
article-paragraph: Playing in the Davis Cup preliminary tie at Wiesbaden, Kleinschroth and Rahe (Germany) defeated Decugis and Gobert (France) in the doubles, the scores being 7—5, 6—1, 4—6, 9—7. xyxy=(564,703,692,762)
cable-news-heading: CABLE NEWS xyxy=(832,43,984,68)
column-7 xyxy=(828,43,984,1530)
article-paragraph: Possibly a brief stay will be made in New Zealand en route. xyxy=(296,466,420,485)
article-paragraph: It was decided at Thursday's meeting of the Buchanan Reception Committee that the date be fixed for July 3. On July 1 the Niagara reaches Auckland, and the committees are arranging for the immediate departure of Sir Walter Buchanan for the Wairarapa. xyxy=(3,1143,152,1212)
dateline: SYDNEY, June 6. xyxy=(769,534,825,544)
article-subheading: ON BOARD VESSEL. xyxy=(1003,425,1076,435)
article-headline: SPORTING. xyxy=(427,654,557,671)
article-paragraph: The only variations in the position at last that day's figures increased the lead of Laboure and Ballarat, Mr Newell, in Victoria, accept within striking distance of the Mc-Kenzie seat at Corangamite. xyxy=(968,169,1111,218)
article-subheading: MR WINSTON CHURCHILL INTERRUPTED. xyxy=(713,236,811,255)
dateline: LONDON, June 6. xyxy=(231,458,289,468)
article-headline: J. L. MURRAY, LTD. xyxy=(832,1115,961,1132)
received-line: (Received Last Night 9 o'clock.) xyxy=(578,682,678,692)
article-paragraph: Horses.—One draught 7 year mare £41; 4 year gelding £38; 3 year draught gelding £30; hack £11 5s; spring cart mare £8; cob £17; one pony £5. xyxy=(968,910,1111,949)
article-paragraph: Wireless signallers have been engaged and will link a dozen stations round Belfast Lough, with headquarters in town. xyxy=(296,208,420,248)
article-subheading: THEFT FROM A RAILWAY STATION. xyxy=(428,331,556,341)
article-subheading: CLEARING SALE AT MARTINBOROUGH. xyxy=(1003,651,1076,670)
column-2 xyxy=(155,43,311,1691)
article-subheading: JUDGE'S STRONG COMMENT. xyxy=(438,146,546,156)
article-paragraph: No need to worry over those Customs entries until your brains are fogged. Pass them along to Messrs J. J. Curtis and Co., Ltd.—they are experts at the game. There's no time to be lost (and time is money to you) when your entries are prepared by Messrs J. J. Curtis and Co., Ltd., Customhouse Quay, Wellington. Their charges, too, are very moderate. xyxy=(3,432,152,520)
article-paragraph: Bandsman H. Morey, of the Masterton Fire Brigade, who is leaving the district, will be entertained by his comrades to-night. Bandsman Morey has always been a keen enthusiast in the service, and was a member of the team which took part in the Wanganui Demonstration. He also holds the local Shield. xyxy=(3,866,152,945)
article-headline: GOLF. xyxy=(159,1098,289,1115)
article-paragraph: T. Sheridan's "Pike."—Got through first set of flags on fair course and good style, but was too rash, and knocked his sheep up; got them going again, but missed second set of flags; headed, brought back, and got through at second trial, and through last set by narrow margin; style and command good. Time, 9min. 35sec. xyxy=(699,1260,825,1348)
article-paragraph: The championship events in connection with the North Island Collie Dog Association's annual trials were concluded on Mr Walter Cameron's property at Te Ore Ore yesterday. The weather was again fine, and there was a large attendance of interested persons. The results were as follow:— xyxy=(699,620,825,708)
cable-news-heading: CABLE NEWS xyxy=(968,43,1119,68)
article-paragraph: The newspaper Free Press sees in the Hon. Winston Churchill's announcement the grave results of the mistake of the Liberal party in preventing the Hon. R. L. Borden from making a contribution to the Navy. xyxy=(832,676,961,735)
article-paragraph: Ladies! Warner's Corsets are comfortable—guaranteed so. They shape fashionably. The bones cannot rust or cut the fabric too. Order now at your drapers. xyxy=(3,1583,152,1622)
article-paragraph: Mr Justice Street, in allowing the appeal of the Singer Sewing Machine Company against the decision of the Registrar in Bankruptcy, granting Frank Dodson Brown, late manager of the Company, a certificate of discharge subject to a nominal suspension of one day, strongly commented upon Brown's business conduct. Brown, he said, had not only shown himself wanting in commercial morality, but had pursued an entirely dishonest course in connection with the company's books. xyxy=(427,179,557,306)
article-headline: ROBBERY CASE. xyxy=(427,314,557,331)
article-subheading: JUDGE'S REMARKS. xyxy=(725,798,799,808)
article-subheading: BOOKMAKERS STRUCK. xyxy=(179,307,269,317)
article-paragraph: TIMARU, Last Night. The Union Steam Ship Company refuse to work the steamers in port, employing only members of the new Waterside Workers' Union (lately free labour), which is now registered under the Act. It is stated that the Federationists are receiving strike pay from the Federation, and also that several of them will join the new union whatever the majority may say. xyxy=(427,538,557,646)
article-paragraph: In the county cricket fixtures, Worcester, playing against Gloucester, made 457 for three wickets. F. L. Bowley scored 201, and F. Pearson 108. xyxy=(564,586,692,635)
article-headline: THE SCOTT FUND xyxy=(159,654,289,671)
article-paragraph: Mr F. Armstrong, the well-known Hawke's Bay cattle-owner and sportsman, was a visitor to Masterton yesterday. xyxy=(3,575,152,605)
article-paragraph: Drilling is proceeding unceasingly throughout the Unionist centres of Ulster. xyxy=(296,157,420,187)
dateline: (By Telegraph—Press Association.) xyxy=(448,683,557,693)
article-paragraph: Mr Dalrymple, the expert from Sydney, is stated to have said that there was every hope of the vessel coming off. xyxy=(296,1074,420,1113)
